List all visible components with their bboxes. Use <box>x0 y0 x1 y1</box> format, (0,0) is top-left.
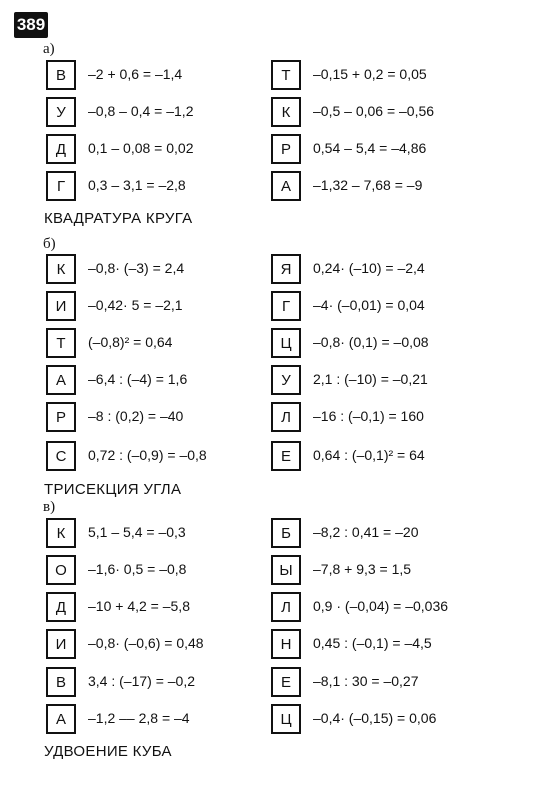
letter-box: Я <box>271 254 301 284</box>
equation-text: –0,8 – 0,4 = –1,2 <box>88 103 194 119</box>
equation-text: –0,8· (–3) = 2,4 <box>88 260 185 276</box>
equation-text: (–0,8)² = 0,64 <box>88 334 173 350</box>
equation-row <box>0 134 550 166</box>
equation-row <box>0 667 550 699</box>
equation-text: –6,4 : (–4) = 1,6 <box>88 371 188 387</box>
equation-row <box>0 518 550 550</box>
answer-phrase: ТРИСЕКЦИЯ УГЛА <box>44 481 182 498</box>
equation-text: –8,1 : 30 = –0,27 <box>313 673 419 689</box>
letter-box: У <box>271 365 301 395</box>
equation-row <box>0 291 550 323</box>
letter-box: Ц <box>271 704 301 734</box>
equation-row <box>0 555 550 587</box>
equation-text: –1,32 – 7,68 = –9 <box>313 177 423 193</box>
letter-box: Б <box>271 518 301 548</box>
equation-row <box>0 402 550 434</box>
equation-text: 0,3 – 3,1 = –2,8 <box>88 177 186 193</box>
equation-row <box>0 254 550 286</box>
equation-text: –2 + 0,6 = –1,4 <box>88 66 183 82</box>
letter-box: К <box>271 97 301 127</box>
letter-box: С <box>46 441 76 471</box>
letter-box: Д <box>46 134 76 164</box>
letter-box: А <box>46 704 76 734</box>
letter-box: А <box>271 171 301 201</box>
equation-row <box>0 171 550 203</box>
equation-text: –0,42· 5 = –2,1 <box>88 297 183 313</box>
letter-box: В <box>46 60 76 90</box>
letter-box: К <box>46 518 76 548</box>
letter-box: Н <box>271 629 301 659</box>
letter-box: Р <box>46 402 76 432</box>
equation-text: 0,54 – 5,4 = –4,86 <box>313 140 427 156</box>
letter-box: У <box>46 97 76 127</box>
letter-box: Е <box>271 441 301 471</box>
answer-phrase: КВАДРАТУРА КРУГА <box>44 210 193 227</box>
letter-box: Л <box>271 402 301 432</box>
equation-row <box>0 60 550 92</box>
equation-text: –7,8 + 9,3 = 1,5 <box>313 561 412 577</box>
equation-row <box>0 328 550 360</box>
letter-box: Д <box>46 592 76 622</box>
section-label: в) <box>43 499 56 515</box>
letter-box: Т <box>271 60 301 90</box>
equation-text: 0,1 – 0,08 = 0,02 <box>88 140 194 156</box>
equation-text: –10 + 4,2 = –5,8 <box>88 598 190 614</box>
equation-text: –0,15 + 0,2 = 0,05 <box>313 66 427 82</box>
equation-text: –1,2 –– 2,8 = –4 <box>88 710 190 726</box>
equation-text: –0,8· (0,1) = –0,08 <box>313 334 429 350</box>
equation-text: 0,45 : (–0,1) = –4,5 <box>313 635 432 651</box>
letter-box: К <box>46 254 76 284</box>
section-label: а) <box>43 41 55 57</box>
equation-row <box>0 365 550 397</box>
equation-row <box>0 704 550 736</box>
equation-text: –8 : (0,2) = –40 <box>88 408 184 424</box>
equation-text: 0,24· (–10) = –2,4 <box>313 260 425 276</box>
equation-text: 0,64 : (–0,1)² = 64 <box>313 447 425 463</box>
equation-text: 0,72 : (–0,9) = –0,8 <box>88 447 207 463</box>
equation-text: 3,4 : (–17) = –0,2 <box>88 673 196 689</box>
letter-box: И <box>46 629 76 659</box>
equation-row <box>0 441 550 473</box>
equation-row <box>0 629 550 661</box>
equation-text: –0,8· (–0,6) = 0,48 <box>88 635 204 651</box>
answer-phrase: УДВОЕНИЕ КУБА <box>44 743 172 760</box>
equation-text: 5,1 – 5,4 = –0,3 <box>88 524 186 540</box>
exercise-number-badge: 389 <box>14 12 48 38</box>
section-label: б) <box>43 236 56 252</box>
letter-box: И <box>46 291 76 321</box>
letter-box: О <box>46 555 76 585</box>
equation-text: –8,2 : 0,41 = –20 <box>313 524 419 540</box>
letter-box: А <box>46 365 76 395</box>
letter-box: В <box>46 667 76 697</box>
letter-box: Г <box>46 171 76 201</box>
letter-box: Р <box>271 134 301 164</box>
letter-box: Ы <box>271 555 301 585</box>
equation-text: –4· (–0,01) = 0,04 <box>313 297 425 313</box>
letter-box: Т <box>46 328 76 358</box>
equation-text: –16 : (–0,1) = 160 <box>313 408 424 424</box>
letter-box: Г <box>271 291 301 321</box>
letter-box: Л <box>271 592 301 622</box>
equation-text: 2,1 : (–10) = –0,21 <box>313 371 428 387</box>
equation-row <box>0 592 550 624</box>
equation-row <box>0 97 550 129</box>
equation-text: –1,6· 0,5 = –0,8 <box>88 561 187 577</box>
equation-text: 0,9 · (–0,04) = –0,036 <box>313 598 449 614</box>
equation-text: –0,4· (–0,15) = 0,06 <box>313 710 437 726</box>
equation-text: –0,5 – 0,06 = –0,56 <box>313 103 435 119</box>
letter-box: Ц <box>271 328 301 358</box>
letter-box: Е <box>271 667 301 697</box>
